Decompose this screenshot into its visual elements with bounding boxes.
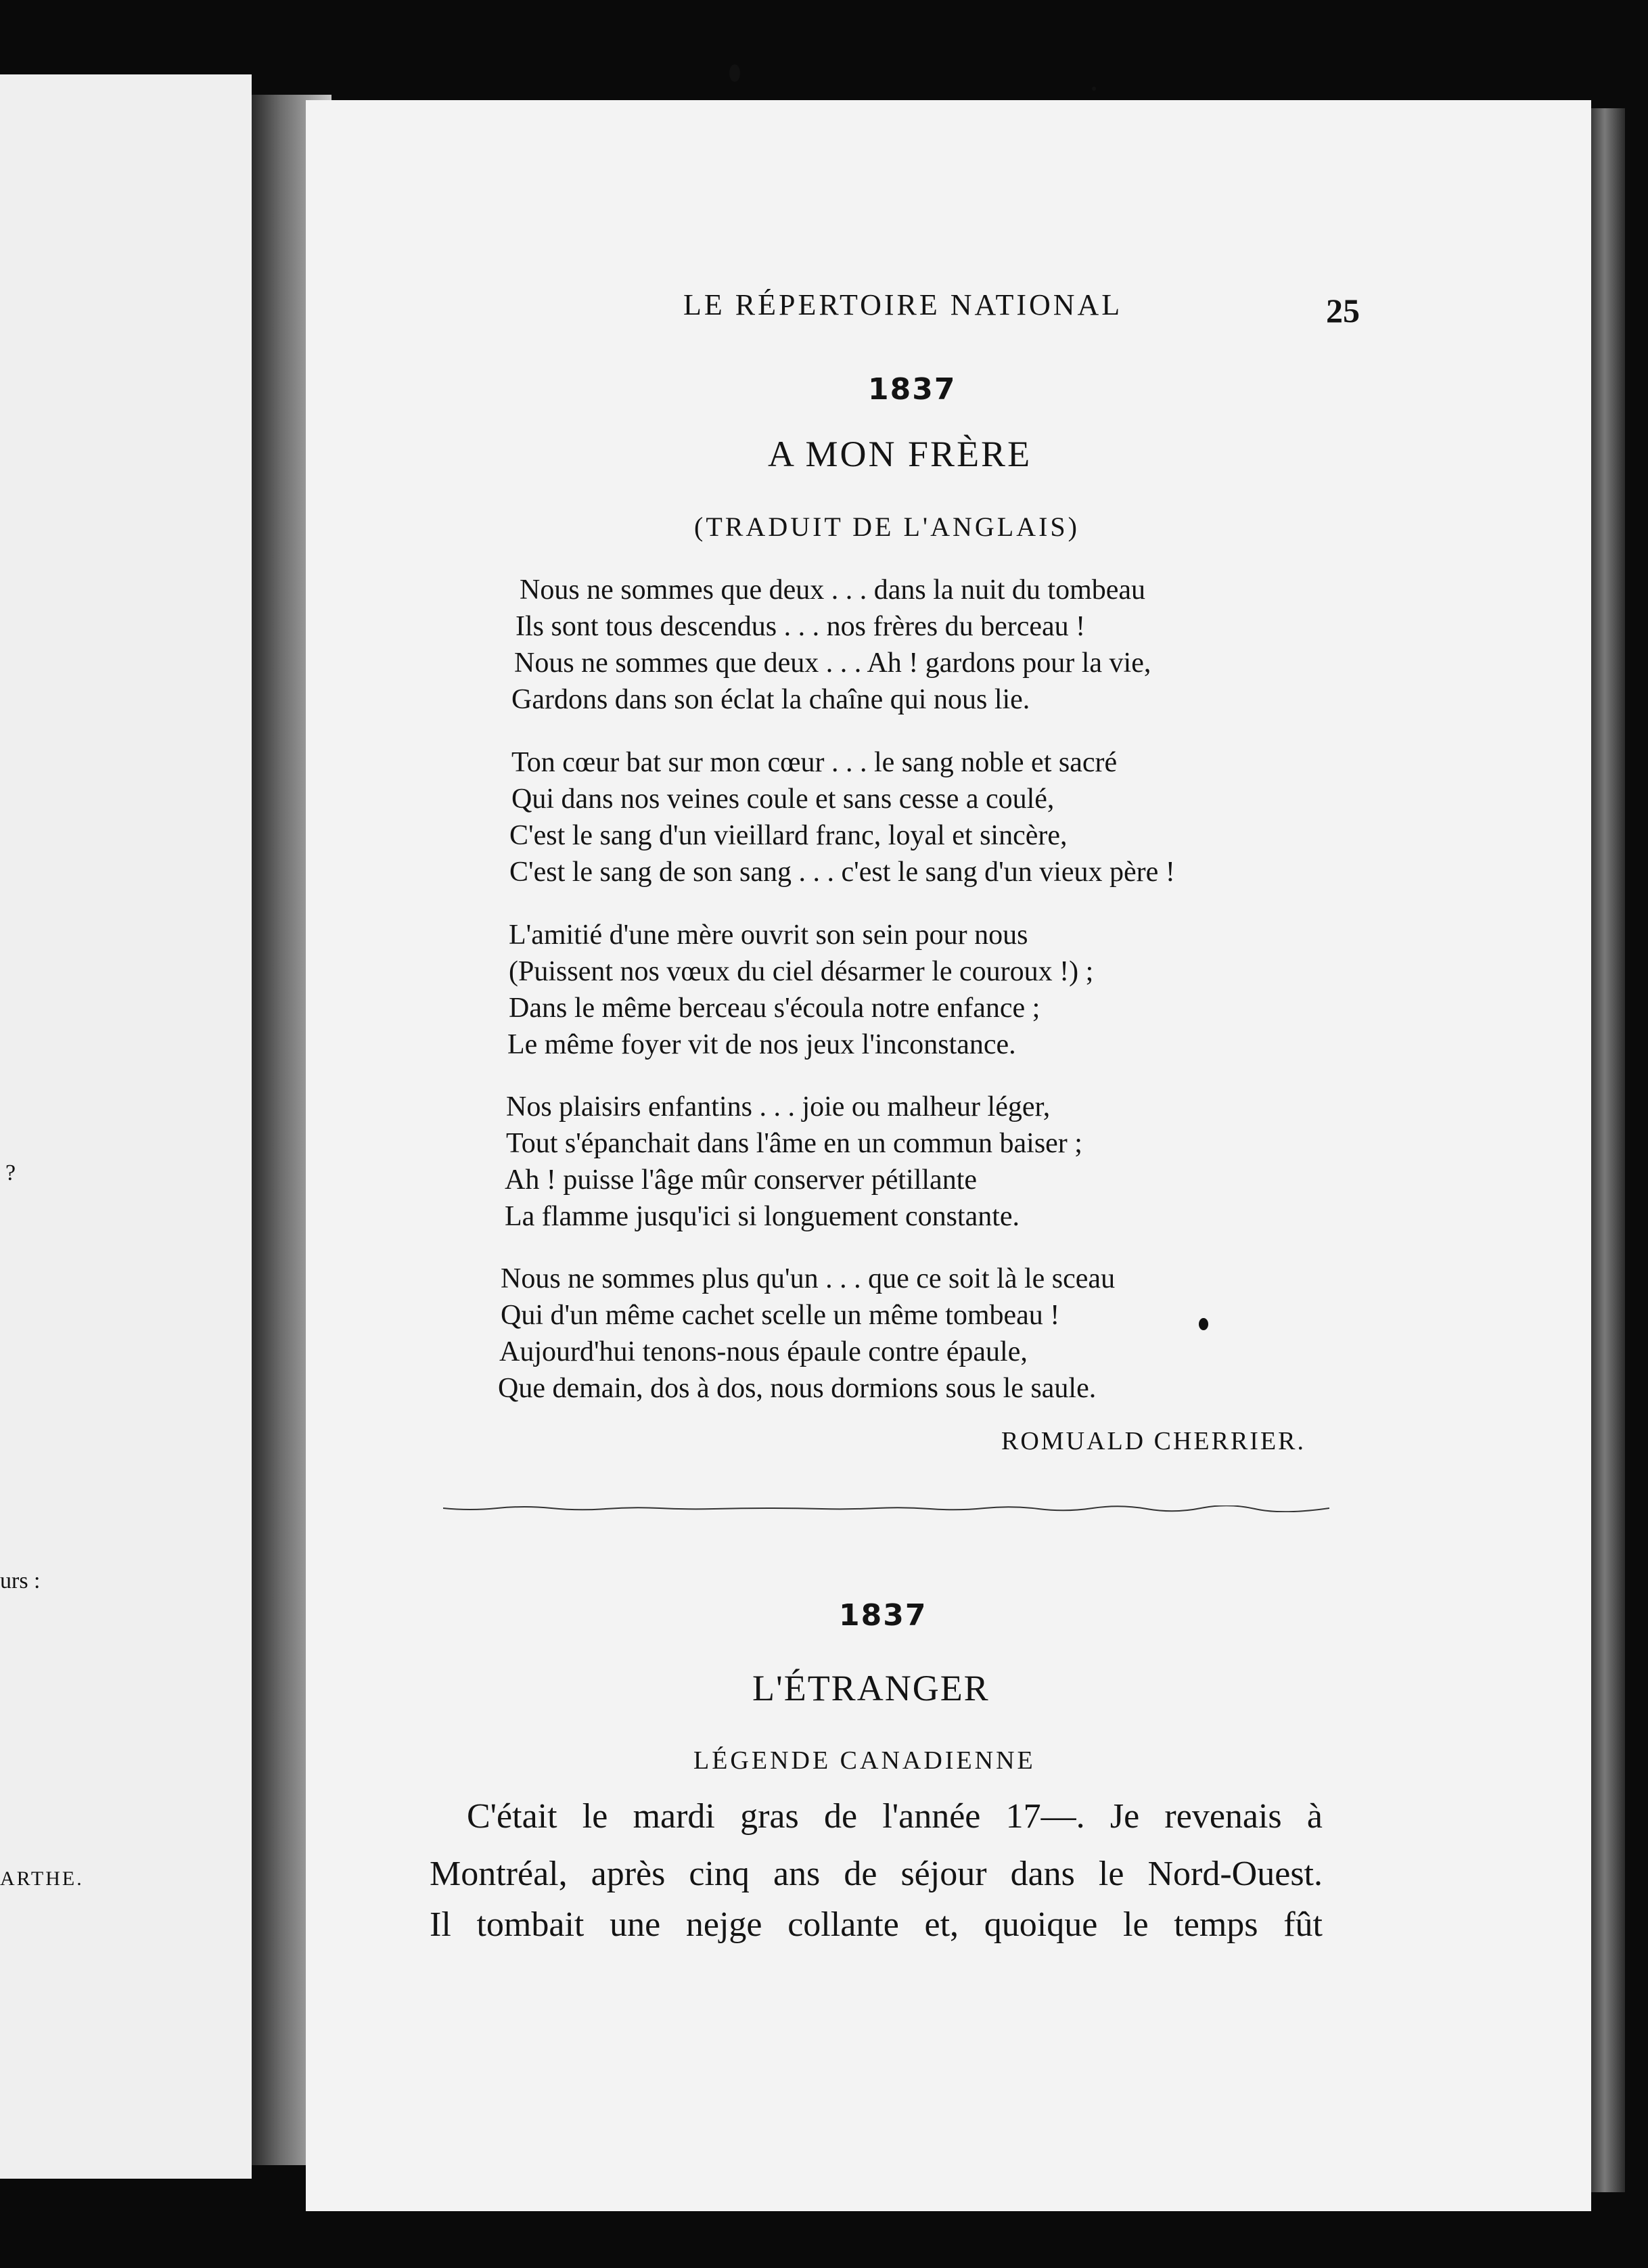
poem-year: 1837	[868, 372, 957, 407]
running-head: LE RÉPERTOIRE NATIONAL	[683, 288, 1123, 321]
story-paragraph-line: C'était le mardi gras de l'année 17—. Je revenais à	[467, 1797, 1323, 1836]
story-title: L'ÉTRANGER	[752, 1668, 990, 1708]
poem-line: C'est le sang de son sang . . . c'est le sang d'un vieux père !	[509, 857, 1175, 888]
poem-line: Qui dans nos veines coule et sans cesse a coulé,	[511, 784, 1055, 815]
story-year: 1837	[839, 1598, 928, 1633]
poem-line: Nos plaisirs enfantins . . . joie ou malheur léger,	[506, 1091, 1051, 1122]
poem-line: L'amitié d'une mère ouvrit son sein pour nous	[509, 920, 1028, 951]
section-divider	[443, 1505, 1329, 1512]
ink-speck	[1199, 1318, 1208, 1330]
poem-line: Ah ! puisse l'âge mûr conserver pétillante	[505, 1164, 978, 1196]
poem-line: (Puissent nos vœux du ciel désarmer le couroux !) ;	[509, 956, 1094, 987]
poem-line: Qui d'un même cachet scelle un même tombeau !	[501, 1300, 1060, 1331]
poem-line: Que demain, dos à dos, nous dormions sous le saule.	[498, 1373, 1097, 1404]
left-page-fragment: urs :	[0, 1568, 41, 1593]
poem-author: ROMUALD CHERRIER.	[1001, 1427, 1306, 1455]
poem-line: Ton cœur bat sur mon cœur . . . le sang noble et sacré	[511, 747, 1118, 778]
poem-line: Nous ne sommes que deux . . . Ah ! gardons pour la vie,	[514, 648, 1151, 679]
poem-title: A MON FRÈRE	[768, 434, 1032, 474]
poem-line: Aujourd'hui tenons-nous épaule contre épaule,	[499, 1336, 1028, 1367]
poem-line: C'est le sang d'un vieillard franc, loyal et sincère,	[509, 820, 1068, 851]
poem-line: Nous ne sommes plus qu'un . . . que ce soit là le sceau	[501, 1263, 1116, 1294]
poem-line: Dans le même berceau s'écoula notre enfance ;	[509, 993, 1040, 1024]
poem-line: La flamme jusqu'ici si longuement constante.	[505, 1201, 1020, 1232]
left-page-fragment: ?	[5, 1160, 16, 1185]
page-edge-shadow	[1591, 108, 1625, 2192]
poem-line: Nous ne sommes que deux . . . dans la nuit du tombeau	[520, 574, 1146, 606]
poem-line: Ils sont tous descendus . . . nos frères du berceau !	[516, 611, 1086, 642]
ink-speck	[1092, 87, 1096, 91]
story-paragraph-line: Il tombait une nejge collante et, quoique le temps fût	[430, 1905, 1323, 1944]
poem-line: Tout s'épanchait dans l'âme en un commun baiser ;	[506, 1128, 1082, 1159]
story-subtitle: LÉGENDE CANADIENNE	[693, 1746, 1036, 1775]
left-page-fragment: ARTHE.	[0, 1867, 84, 1890]
ink-speck	[729, 64, 740, 82]
story-paragraph-line: Montréal, après cinq ans de séjour dans le Nord-Ouest.	[430, 1855, 1323, 1893]
poem-subtitle: (TRADUIT DE L'ANGLAIS)	[694, 512, 1080, 542]
poem-line: Le même foyer vit de nos jeux l'inconstance.	[507, 1029, 1016, 1060]
page-number: 25	[1326, 292, 1360, 330]
poem-line: Gardons dans son éclat la chaîne qui nous lie.	[511, 684, 1030, 715]
left-facing-page	[0, 74, 252, 2179]
